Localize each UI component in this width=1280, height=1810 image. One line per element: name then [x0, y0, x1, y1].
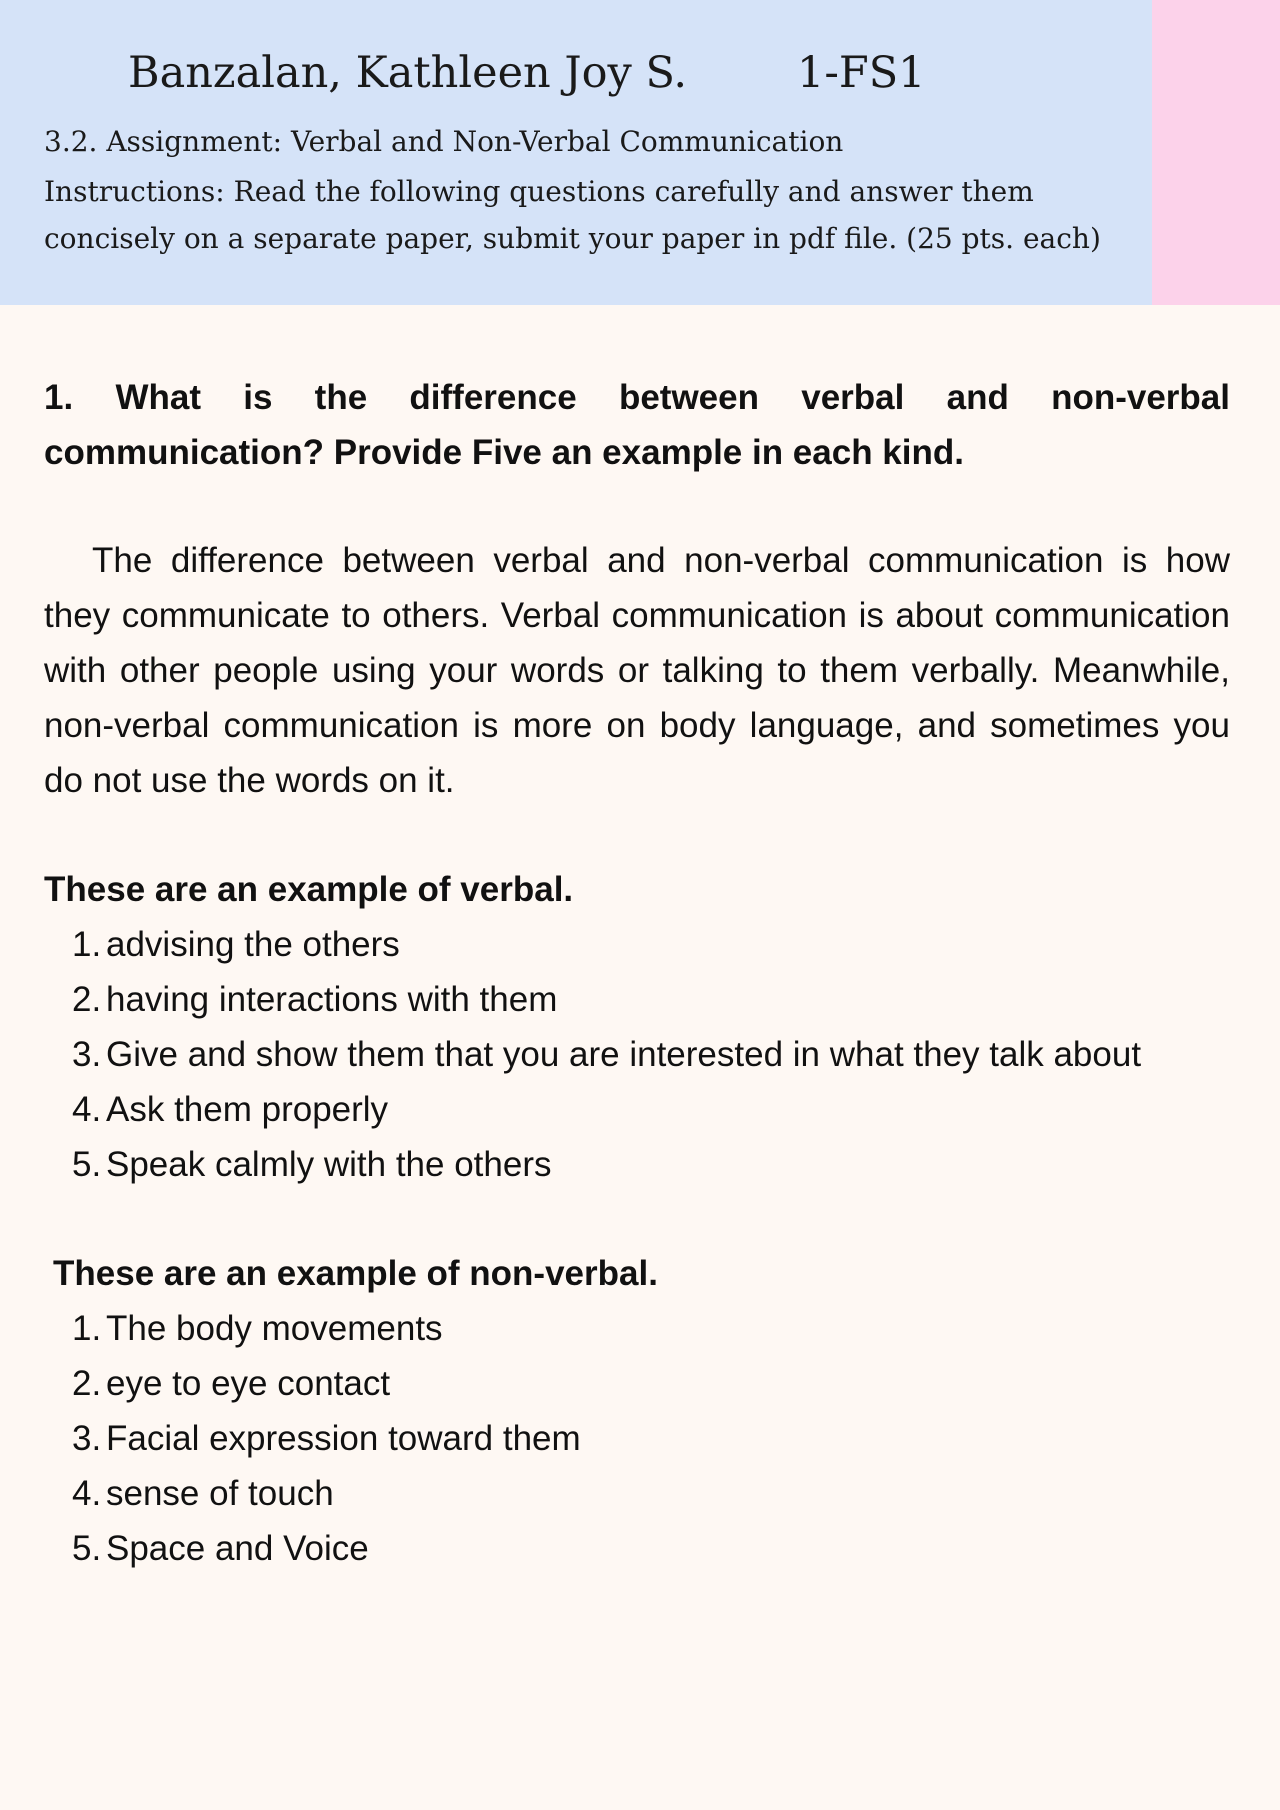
item-text: having interactions with them — [106, 980, 558, 1019]
instructions: Instructions: Read the following questions carefully and answer them concisely on a separate paper, submit your paper in pdf file. (25 pts. each) — [44, 175, 1101, 255]
item-number: 2. — [72, 1364, 102, 1403]
list-item — [72, 1137, 1141, 1192]
list-item — [72, 1411, 581, 1466]
item-text: The body movements — [106, 1309, 443, 1348]
item-number: 2. — [72, 980, 102, 1019]
assignment-title: 3.2. Assignment: Verbal and Non-Verbal Communication — [44, 125, 844, 158]
item-number: 4. — [72, 1090, 102, 1129]
item-number: 1. — [72, 1309, 102, 1348]
item-text: Speak calmly with the others — [106, 1145, 552, 1184]
list-item — [72, 972, 1141, 1027]
verbal-examples-list — [72, 917, 1141, 1192]
section-code: 1-FS1 — [797, 48, 926, 98]
student-name: Banzalan, Kathleen Joy S. — [128, 48, 688, 98]
item-number: 5. — [72, 1529, 102, 1568]
nonverbal-examples-heading: These are an example of non-verbal. — [53, 1254, 658, 1293]
item-text: Give and show them that you are interested in what they talk about — [106, 1035, 1142, 1074]
item-text: advising the others — [106, 925, 400, 964]
answer-paragraph: The difference between verbal and non-verbal communication is how they communicate to others. Verbal communication is about communication with other people using your words or talking to them verbally. Meanwhile, non-verbal communication is more on body language, and sometimes you do not use the words on it. — [44, 541, 1230, 800]
item-number: 5. — [72, 1145, 102, 1184]
list-item — [72, 1027, 1141, 1082]
item-text: Ask them properly — [106, 1090, 389, 1129]
question-1: 1. What is the difference between verbal and non-verbal communication? Provide Five an example in each kind. — [44, 378, 1230, 472]
item-text: Facial expression toward them — [106, 1419, 581, 1458]
list-item — [72, 1521, 581, 1576]
item-number: 4. — [72, 1474, 102, 1513]
item-number: 1. — [72, 925, 102, 964]
list-item — [72, 1082, 1141, 1137]
pink-accent-strip — [1152, 0, 1280, 305]
list-item — [72, 1301, 581, 1356]
list-item — [72, 917, 1141, 972]
list-item — [72, 1466, 581, 1521]
item-text: eye to eye contact — [106, 1364, 391, 1403]
verbal-examples-heading: These are an example of verbal. — [44, 870, 574, 909]
item-number: 3. — [72, 1419, 102, 1458]
item-text: sense of touch — [106, 1474, 334, 1513]
item-number: 3. — [72, 1035, 102, 1074]
nonverbal-examples-list — [72, 1301, 581, 1576]
item-text: Space and Voice — [106, 1529, 369, 1568]
list-item — [72, 1356, 581, 1411]
